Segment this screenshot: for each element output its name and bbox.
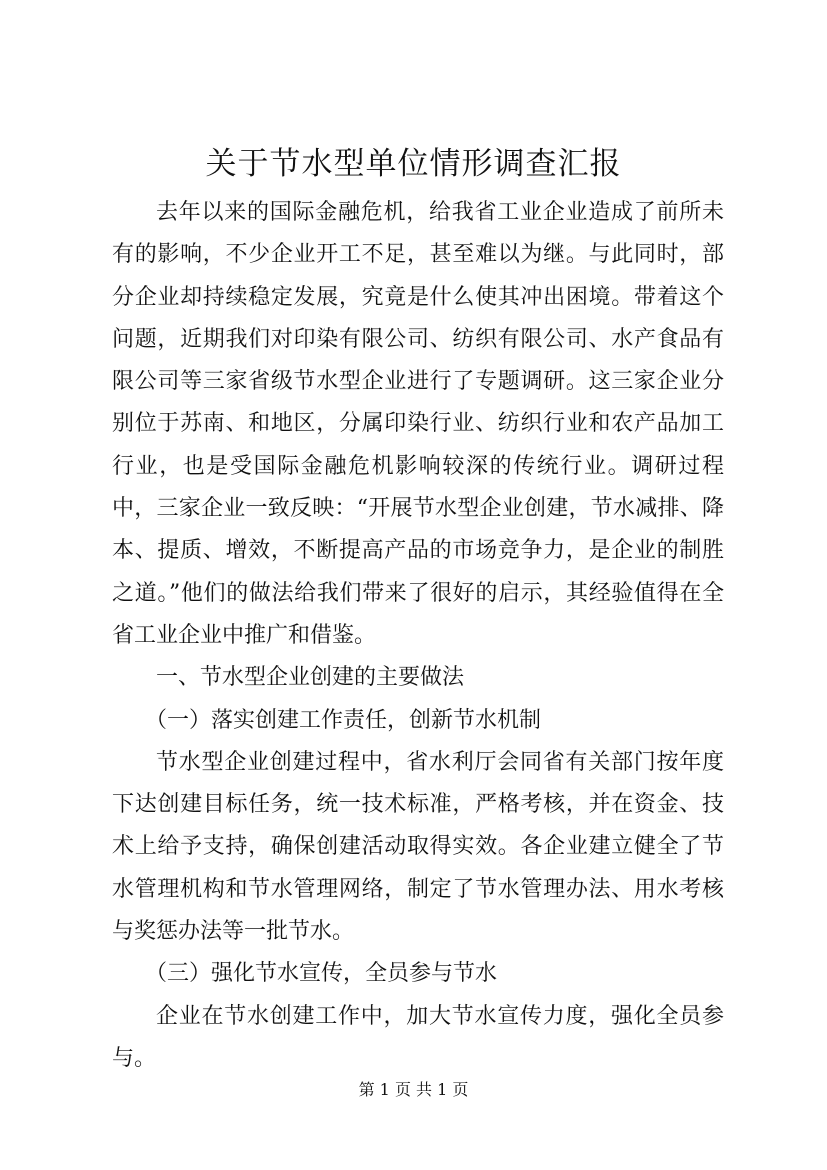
subsection-heading-publicity: （三）强化节水宣传，全员参与节水: [145, 961, 498, 987]
paragraph-responsibility: 节水型企业创建过程中，省水利厅会同省有关部门按年度下达创建目标任务，统一技术标准，严格考核，并在资金、技术上给予支持，确保创建活动取得实效。各企业建立健全了节水管理机构和节水管理网络，制定了节水管理办法、用水考核与奖惩办法等一批节水。: [112, 749, 724, 945]
subsection-heading-responsibility: （一）落实创建工作责任，创新节水机制: [145, 707, 542, 733]
document-body: [112, 192, 724, 1080]
paragraph-publicity: 企业在节水创建工作中，加大节水宣传力度，强化全员参与。: [112, 1003, 724, 1071]
page-number-footer: 第 1 页 共 1 页: [358, 1080, 469, 1099]
document-title: 关于节水型单位情形调查汇报: [205, 146, 622, 182]
section-heading-main-practices: 一、节水型企业创建的主要做法: [156, 665, 465, 691]
paragraph-intro: 去年以来的国际金融危机，给我省工业企业造成了前所未有的影响，不少企业开工不足，甚至难以为继。与此同时，部分企业却持续稳定发展，究竟是什么使其冲出困境。带着这个问题，近期我们对印染有限公司、纺织有限公司、水产食品有限公司等三家省级节水型企业进行了专题调研。这三家企业分别位于苏南、和地区，分属印染行业、纺织行业和农产品加工行业，也是受国际金融危机影响较深的传统行业。调研过程中，三家企业一致反映：“开展节水型企业创建，节水减排、降本、提质、增效，不断提高产品的市场竞争力，是企业的制胜之道。”他们的做法给我们带来了很好的启示，其经验值得在全省工业企业中推广和借鉴。: [112, 200, 724, 648]
